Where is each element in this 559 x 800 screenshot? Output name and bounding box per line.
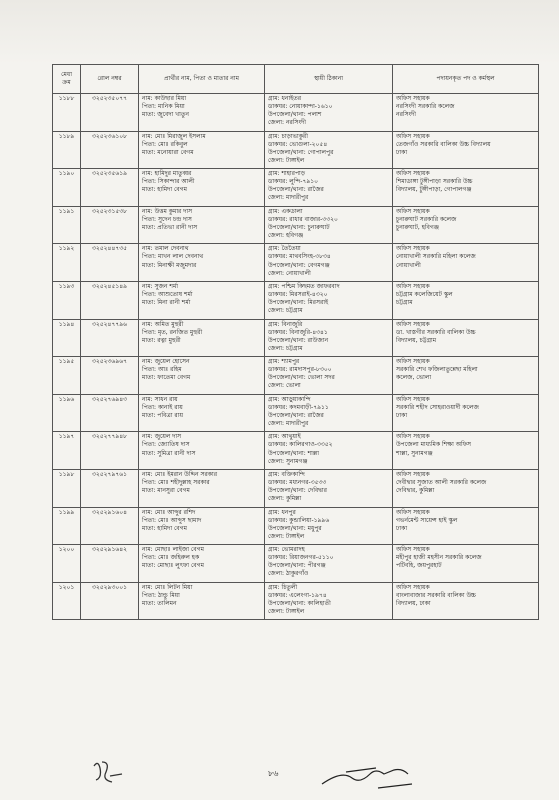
table-body bbox=[53, 94, 539, 620]
posting-line: অফিস সহায়ক bbox=[396, 358, 430, 366]
roll-cell: ৩২৫২৩৫৬১৯ bbox=[81, 169, 139, 207]
candidate-line: পিতা: জ্যোতিষ দাস bbox=[142, 441, 190, 449]
address-line: জেলা: নোয়াখালী bbox=[268, 269, 311, 277]
candidate-line: পিতা: মোঃ রকিবুল bbox=[142, 140, 188, 148]
table-row bbox=[53, 469, 539, 507]
address-line: উপজেলা/থানা: পীরগঞ্জ bbox=[268, 562, 326, 570]
candidate-line: মাতা: মিনা রানী শর্মা bbox=[142, 299, 191, 307]
address-cell bbox=[265, 394, 393, 432]
page-header-area bbox=[0, 0, 559, 64]
address-line: জেলা: ভোলা bbox=[268, 382, 301, 390]
table-row bbox=[53, 582, 539, 620]
address-cell bbox=[265, 281, 393, 319]
table-row bbox=[53, 206, 539, 244]
posting-line: নরসিংদী সরকারি কলেজ bbox=[396, 103, 455, 111]
address-line: জেলা: মাদারীপুর bbox=[268, 194, 309, 202]
address-line: ডাকঘর: বিনাজুরি-৪৩৪১ bbox=[268, 328, 328, 336]
candidate-line: নাম: কাউছার মিয়া bbox=[142, 95, 187, 102]
candidate-line: নাম: অমিত মুহুরী bbox=[142, 320, 184, 328]
candidate-line: পিতা: সিকান্দার আলী bbox=[142, 178, 195, 186]
candidate-line: পিতা: মাখন লাল দেবনাথ bbox=[142, 253, 204, 261]
address-line: গ্রাম: চিতুলী bbox=[268, 583, 298, 591]
address-cell bbox=[265, 319, 393, 357]
table-row bbox=[53, 432, 539, 470]
address-line: জেলা: টাঙ্গাইল bbox=[268, 608, 305, 615]
address-line: গ্রাম: শাহারপাড় bbox=[268, 170, 306, 178]
posting-line: গভর্নমেন্ট সায়েন্স হাই স্কুল bbox=[396, 516, 458, 524]
roll-cell: ৩২৫২৩৬১০৮ bbox=[81, 131, 139, 169]
address-line: ডাকঘর: রাধার বাজার-৩৩২০ bbox=[268, 215, 338, 223]
address-line: ডাকঘর: কালিরগাও-৩৩৫২ bbox=[268, 441, 333, 449]
address-line: গ্রাম: চাড়াভাকুরী bbox=[268, 132, 308, 140]
candidate-line: নাম: সাধন রায় bbox=[142, 395, 178, 403]
candidate-line: নাম: মোছাঃ লাইজা বেগম bbox=[142, 546, 204, 554]
table-row bbox=[53, 319, 539, 357]
candidate-cell bbox=[139, 206, 265, 244]
address-line: গ্রাম: ধনাইতর bbox=[268, 95, 302, 102]
candidate-line: পিতা: আশুতোষ শর্মা bbox=[142, 291, 193, 299]
candidate-cell bbox=[139, 131, 265, 169]
candidate-line: মাতা: মোছাঃ লুৎফা বেগম bbox=[142, 562, 204, 570]
merit-cell: ১১৯৯ bbox=[53, 507, 81, 545]
posting-cell bbox=[393, 169, 539, 207]
address-line: গ্রাম: তৈতৈয়া bbox=[268, 245, 301, 253]
address-line: জেলা: সুনামগঞ্জ bbox=[268, 457, 308, 465]
table-row bbox=[53, 507, 539, 545]
roll-cell: ৩২৫২৯৩০০১ bbox=[81, 582, 139, 620]
posting-line: দেবিদ্বার, কুমিল্লা bbox=[396, 487, 435, 495]
signature-left bbox=[88, 756, 128, 786]
roll-cell: ৩২৫২৭৬৯৪৩ bbox=[81, 394, 139, 432]
posting-line: দেবীদ্বার সুজাত আলী সরকারি কলেজ bbox=[396, 479, 487, 487]
posting-line: বিদ্যালয়, টুঙ্গীপাড়া, গোপালগঞ্জ bbox=[396, 186, 472, 194]
candidate-line: নাম: সুজন শর্মা bbox=[142, 282, 179, 290]
address-line: উপজেলা/থানা: ভোলা সদর bbox=[268, 374, 335, 382]
candidate-line: পিতা: মোঃ শহীদুল্লাহ সরকার bbox=[142, 479, 210, 487]
posting-cell bbox=[393, 319, 539, 357]
col-header-names: প্রার্থীর নাম, পিতা ও মাতার নাম bbox=[139, 65, 265, 94]
merit-cell: ১১৮৯ bbox=[53, 131, 81, 169]
address-cell bbox=[265, 244, 393, 282]
posting-line: অফিস সহায়ক bbox=[396, 508, 430, 516]
table-row bbox=[53, 545, 539, 583]
roll-cell: ৩২৫২৪৫১৪৯ bbox=[81, 281, 139, 319]
posting-line: ঢাকা bbox=[396, 148, 408, 156]
address-line: উপজেলা/থানা: মধুপুর bbox=[268, 524, 322, 532]
posting-line: বিদ্যালয়, ঢাকা bbox=[396, 599, 431, 607]
posting-line: অফিস সহায়ক bbox=[396, 546, 430, 554]
address-line: ডাকঘর: রিয়াজনগর-৫১১০ bbox=[268, 554, 334, 562]
posting-cell bbox=[393, 469, 539, 507]
posting-line: চুনারুঘাট, হবিগঞ্জ bbox=[396, 223, 439, 231]
posting-cell bbox=[393, 244, 539, 282]
posting-line: অফিস সহায়ক bbox=[396, 470, 430, 478]
table-row bbox=[53, 131, 539, 169]
address-line: গ্রাম: ধনপুর bbox=[268, 508, 296, 516]
candidate-line: মাতা: হামিদা বেগম bbox=[142, 524, 188, 532]
roll-cell: ৩২৫২৩৫০৭৭ bbox=[81, 94, 139, 132]
address-line: জেলা: ঠাকুরগাঁও bbox=[268, 570, 309, 578]
posting-cell bbox=[393, 582, 539, 620]
candidate-line: মাতা: মনোয়ারা বেগম bbox=[142, 148, 194, 156]
merit-cell: ১১৯৫ bbox=[53, 357, 81, 395]
address-line: উপজেলা/থানা: শাল্লা bbox=[268, 449, 319, 457]
address-line: গ্রাম: বিনাজুরি bbox=[268, 320, 303, 328]
address-line: উপজেলা/থানা: বেগমগঞ্জ bbox=[268, 261, 330, 269]
address-line: জেলা: কুমিল্লা bbox=[268, 495, 302, 503]
candidate-line: নাম: জুয়েল দাস bbox=[142, 433, 182, 441]
candidate-cell bbox=[139, 469, 265, 507]
candidate-line: নাম: তমাল দেবনাথ bbox=[142, 245, 189, 253]
page-number: ৮৬ bbox=[268, 769, 279, 778]
address-line: ডাকঘর: নোয়াকান্দা-১৬১০ bbox=[268, 103, 333, 111]
address-line: জেলা: হবিগঞ্জ bbox=[268, 232, 304, 240]
col-header-merit: মেধা ক্রম bbox=[53, 65, 81, 94]
address-line: উপজেলা/থানা: রাজৈর bbox=[268, 411, 324, 419]
table-row bbox=[53, 244, 539, 282]
address-line: জেলা: টাঙ্গাইল bbox=[268, 156, 305, 164]
address-line: গ্রাম: বক্তিকান্দি bbox=[268, 470, 305, 478]
posting-line: অফিস সহায়ক bbox=[396, 583, 430, 591]
posting-line: উপজেলা মাধ্যমিক শিক্ষা অফিস bbox=[396, 441, 472, 449]
address-line: গ্রাম: আড়ুয়াকান্দি bbox=[268, 395, 311, 403]
address-line: উপজেলা/থানা: কালিহাতী bbox=[268, 599, 331, 607]
merit-cell: ১১৯২ bbox=[53, 244, 81, 282]
posting-line: ঢাকা bbox=[396, 524, 408, 532]
posting-line: অফিস সহায়ক bbox=[396, 282, 430, 290]
posting-line: বাংলাবাজার সরকারি বালিকা উচ্চ bbox=[396, 591, 476, 599]
address-line: জেলা: মাদারীপুর bbox=[268, 420, 309, 428]
candidate-line: মাতা: পবিত্রা রায় bbox=[142, 411, 184, 419]
candidate-line: পিতা: মোঃ আব্দুস ছামাদ bbox=[142, 516, 202, 524]
merit-cell: ১২০০ bbox=[53, 545, 81, 583]
table-row bbox=[53, 169, 539, 207]
table-header-row bbox=[53, 65, 539, 94]
address-cell bbox=[265, 507, 393, 545]
candidate-line: মাতা: মানসুরা বেগম bbox=[142, 487, 190, 495]
table-row bbox=[53, 394, 539, 432]
candidate-line: পিতা: সুদেন চন্দ্র দাস bbox=[142, 215, 192, 223]
candidate-cell bbox=[139, 545, 265, 583]
candidate-line: পিতা: মোঃ জহিরুল হক bbox=[142, 554, 200, 562]
candidate-cell bbox=[139, 394, 265, 432]
candidate-line: পিতা: আঃ রহিম bbox=[142, 366, 182, 374]
candidate-line: পিতা: ঠান্ডু মিয়া bbox=[142, 591, 180, 599]
address-line: গ্রাম: একডালা bbox=[268, 207, 303, 215]
candidate-cell bbox=[139, 507, 265, 545]
candidate-cell bbox=[139, 281, 265, 319]
roll-cell: ৩২৫২৪৪৭৩৫ bbox=[81, 244, 139, 282]
address-line: জেলা: চট্টগ্রাম bbox=[268, 344, 303, 352]
posting-line: শাল্লা, সুনামগঞ্জ bbox=[396, 449, 433, 457]
address-line: ডাকঘর: কুন্ডালিয়া-১৯৯৬ bbox=[268, 516, 330, 524]
address-line: উপজেলা/থানা: রাউজান bbox=[268, 336, 329, 344]
roll-cell: ৩২৫২৭৭৯৪৮ bbox=[81, 432, 139, 470]
address-line: ডাকঘর: রামদাসপুর-৮৩০০ bbox=[268, 366, 332, 374]
candidate-line: পিতা: কানাই রায় bbox=[142, 403, 183, 411]
posting-line: অফিস সহায়ক bbox=[396, 433, 430, 441]
candidate-line: মাতা: হামিদা বেগম bbox=[142, 186, 188, 194]
address-cell bbox=[265, 582, 393, 620]
address-cell bbox=[265, 169, 393, 207]
col-header-roll: রোল নম্বর bbox=[81, 65, 139, 94]
posting-line: অফিস সহায়ক bbox=[396, 170, 430, 178]
candidate-line: নাম: উত্তম কুমার দাস bbox=[142, 207, 193, 215]
posting-line: অফিস সহায়ক bbox=[396, 207, 430, 215]
roll-cell: ৩২৫২৩১৫৩৮ bbox=[81, 206, 139, 244]
address-line: উপজেলা/থানা: রাজৈর bbox=[268, 186, 324, 194]
posting-line: কলেজ, ভোলা bbox=[396, 374, 432, 382]
merit-cell: ১১৯০ bbox=[53, 169, 81, 207]
candidate-line: পিতা: মৃত, রনজিত মুহুরী bbox=[142, 328, 203, 336]
address-line: উপজেলা/থানা: গোপালপুর bbox=[268, 148, 334, 156]
address-line: জেলা: টাঙ্গাইল bbox=[268, 532, 305, 540]
roll-cell: ৩২৫২৩৬৯৬৭ bbox=[81, 357, 139, 395]
posting-cell bbox=[393, 206, 539, 244]
address-cell bbox=[265, 545, 393, 583]
merit-cell: ১১৯৬ bbox=[53, 394, 81, 432]
posting-line: চট্টগ্রাম কলেজিয়েট স্কুল bbox=[396, 291, 453, 299]
address-line: ডাকঘর: এলেংগা-১৯৭৪ bbox=[268, 591, 327, 599]
candidate-line: নাম: মোঃ আব্দুর রশিদ bbox=[142, 508, 196, 516]
posting-line: অফিস সহায়ক bbox=[396, 132, 430, 140]
address-line: গ্রাম: ভোমরাদহ bbox=[268, 546, 305, 554]
candidate-cell bbox=[139, 432, 265, 470]
posting-line: মহীপুর হাজী মহসীন সরকারি কলেজ bbox=[396, 554, 482, 562]
posting-line: চুনারুঘাট সরকারি কলেজ bbox=[396, 215, 457, 223]
col-header-posting: পদায়নকৃত পদ ও কর্মস্থল bbox=[393, 65, 539, 94]
address-cell bbox=[265, 131, 393, 169]
posting-cell bbox=[393, 94, 539, 132]
address-cell bbox=[265, 469, 393, 507]
candidate-line: মাতা: ফাতেমা বেগম bbox=[142, 374, 191, 382]
posting-line: ঢাকা bbox=[396, 411, 408, 419]
address-cell bbox=[265, 94, 393, 132]
posting-line: নরসিংদী bbox=[396, 111, 417, 119]
address-cell bbox=[265, 206, 393, 244]
posting-line: সরকারি শহীদ সোহরাওয়ার্দী কলেজ bbox=[396, 403, 479, 411]
address-line: উপজেলা/থানা: পলাশ bbox=[268, 111, 322, 119]
merit-cell: ১১৯৭ bbox=[53, 432, 81, 470]
posting-line: অফিস সহায়ক bbox=[396, 395, 430, 403]
candidate-cell bbox=[139, 94, 265, 132]
candidate-cell bbox=[139, 244, 265, 282]
posting-line: পটিবহি, জয়পুরহাট bbox=[396, 562, 442, 570]
candidate-line: নাম: হামিদুর মাতুব্বর bbox=[142, 170, 192, 178]
address-line: ডাকঘর: লুন্দি-৭৯১০ bbox=[268, 178, 319, 186]
address-cell bbox=[265, 432, 393, 470]
roll-cell: ৩২৫২৪৭৭৯৬ bbox=[81, 319, 139, 357]
merit-cell: ১১৯৩ bbox=[53, 281, 81, 319]
merit-cell: ১১৯১ bbox=[53, 206, 81, 244]
merit-cell: ১২০১ bbox=[53, 582, 81, 620]
candidate-cell bbox=[139, 582, 265, 620]
table-row bbox=[53, 94, 539, 132]
address-line: ডাকঘর: মিরসরাই-৪৩২০ bbox=[268, 291, 328, 299]
posting-line: নোয়াখালী bbox=[396, 261, 421, 269]
address-line: জেলা: নরসিংদী bbox=[268, 119, 306, 127]
table-row bbox=[53, 281, 539, 319]
posting-line: অফিস সহায়ক bbox=[396, 245, 430, 253]
posting-line: ডা. খাস্তগীর সরকারি বালিকা উচ্চ bbox=[396, 328, 476, 336]
posting-cell bbox=[393, 357, 539, 395]
candidate-line: নাম: মোঃ মিরাজুল ইসলাম bbox=[142, 132, 206, 140]
candidate-line: মাতা: রত্না মুহুরী bbox=[142, 336, 181, 344]
posting-line: বিদ্যালয়, চট্টগ্রাম bbox=[396, 336, 437, 344]
address-line: ডাকঘর: ভোগুলা-২০৫৪ bbox=[268, 140, 328, 148]
posting-cell bbox=[393, 432, 539, 470]
posting-line: শিমাডাঙ্গা টুঙ্গীপাড়া সরকারি উচ্চ bbox=[396, 178, 473, 186]
candidate-line: মাতা: সুমিত্রা রানী দাস bbox=[142, 449, 196, 457]
address-line: ডাকঘর: মাথবসিংহ-৩৮৩৪ bbox=[268, 253, 331, 261]
posting-cell bbox=[393, 545, 539, 583]
posting-line: নোয়াখালী সরকারি মহিলা কলেজ bbox=[396, 253, 476, 261]
candidate-line: নাম: জুয়েল হোসেন bbox=[142, 358, 190, 366]
posting-cell bbox=[393, 281, 539, 319]
merit-cell: ১১৯৪ bbox=[53, 319, 81, 357]
table-row bbox=[53, 357, 539, 395]
address-line: উপজেলা/থানা: চুনারুঘাট bbox=[268, 223, 330, 231]
address-line: উপজেলা/থানা: দেবিদ্বার bbox=[268, 487, 327, 495]
merit-cell: ১১৯৮ bbox=[53, 469, 81, 507]
posting-cell bbox=[393, 131, 539, 169]
merit-cell: ১১৮৮ bbox=[53, 94, 81, 132]
address-line: গ্রাম: আথুয়াই bbox=[268, 433, 301, 441]
signature-right bbox=[318, 762, 428, 792]
results-table bbox=[52, 64, 539, 620]
posting-line: তেজগাঁও সরকারি বালিকা উচ্চ বিদ্যালয় bbox=[396, 140, 491, 148]
roll-cell: ৩২৫২৯১৬০৪ bbox=[81, 507, 139, 545]
candidate-line: মাতা: তালিমন bbox=[142, 599, 177, 607]
candidate-line: মাতা: মিনাক্ষী মজুমদার bbox=[142, 261, 197, 269]
candidate-cell bbox=[139, 357, 265, 395]
candidate-cell bbox=[139, 319, 265, 357]
address-line: গ্রাম: শ্যামপুর bbox=[268, 358, 300, 366]
candidate-cell bbox=[139, 169, 265, 207]
col-header-address: স্থায়ী ঠিকানা bbox=[265, 65, 393, 94]
posting-line: অফিস সহায়ক bbox=[396, 320, 430, 328]
posting-cell bbox=[393, 507, 539, 545]
posting-line: চট্টগ্রাম bbox=[396, 299, 413, 307]
address-line: উপজেলা/থানা: মিরসরাই bbox=[268, 299, 329, 307]
posting-line: সরকারি শেখ ফজিলাতুন্নেছা মহিলা bbox=[396, 366, 478, 374]
posting-line: অফিস সহায়ক bbox=[396, 95, 430, 102]
address-line: ডাকঘর: কদমবাড়ী-৭৯১১ bbox=[268, 403, 329, 411]
candidate-line: পিতা: মানিক মিয়া bbox=[142, 103, 185, 111]
candidate-line: নাম: মোঃ লিটন মিয়া bbox=[142, 583, 193, 591]
address-line: গ্রাম: পশ্চিম কিছমত জাফরবাদ bbox=[268, 282, 340, 290]
candidate-line: মাতা: জুবেদা খাতুন bbox=[142, 111, 189, 119]
address-line: জেলা: চট্টগ্রাম bbox=[268, 307, 303, 315]
candidate-line: নাম: মোঃ ইমরান উদ্দিন সরকার bbox=[142, 470, 217, 478]
candidate-line: মাতা: প্রতিভা রানী দাস bbox=[142, 223, 198, 231]
posting-cell bbox=[393, 394, 539, 432]
address-line: ডাকঘর: মধ্যনগর-৩৫৩৩ bbox=[268, 479, 327, 487]
address-cell bbox=[265, 357, 393, 395]
roll-cell: ৩২৫২৯১৬৪২ bbox=[81, 545, 139, 583]
roll-cell: ৩২৫২৭৯৭৬১ bbox=[81, 469, 139, 507]
